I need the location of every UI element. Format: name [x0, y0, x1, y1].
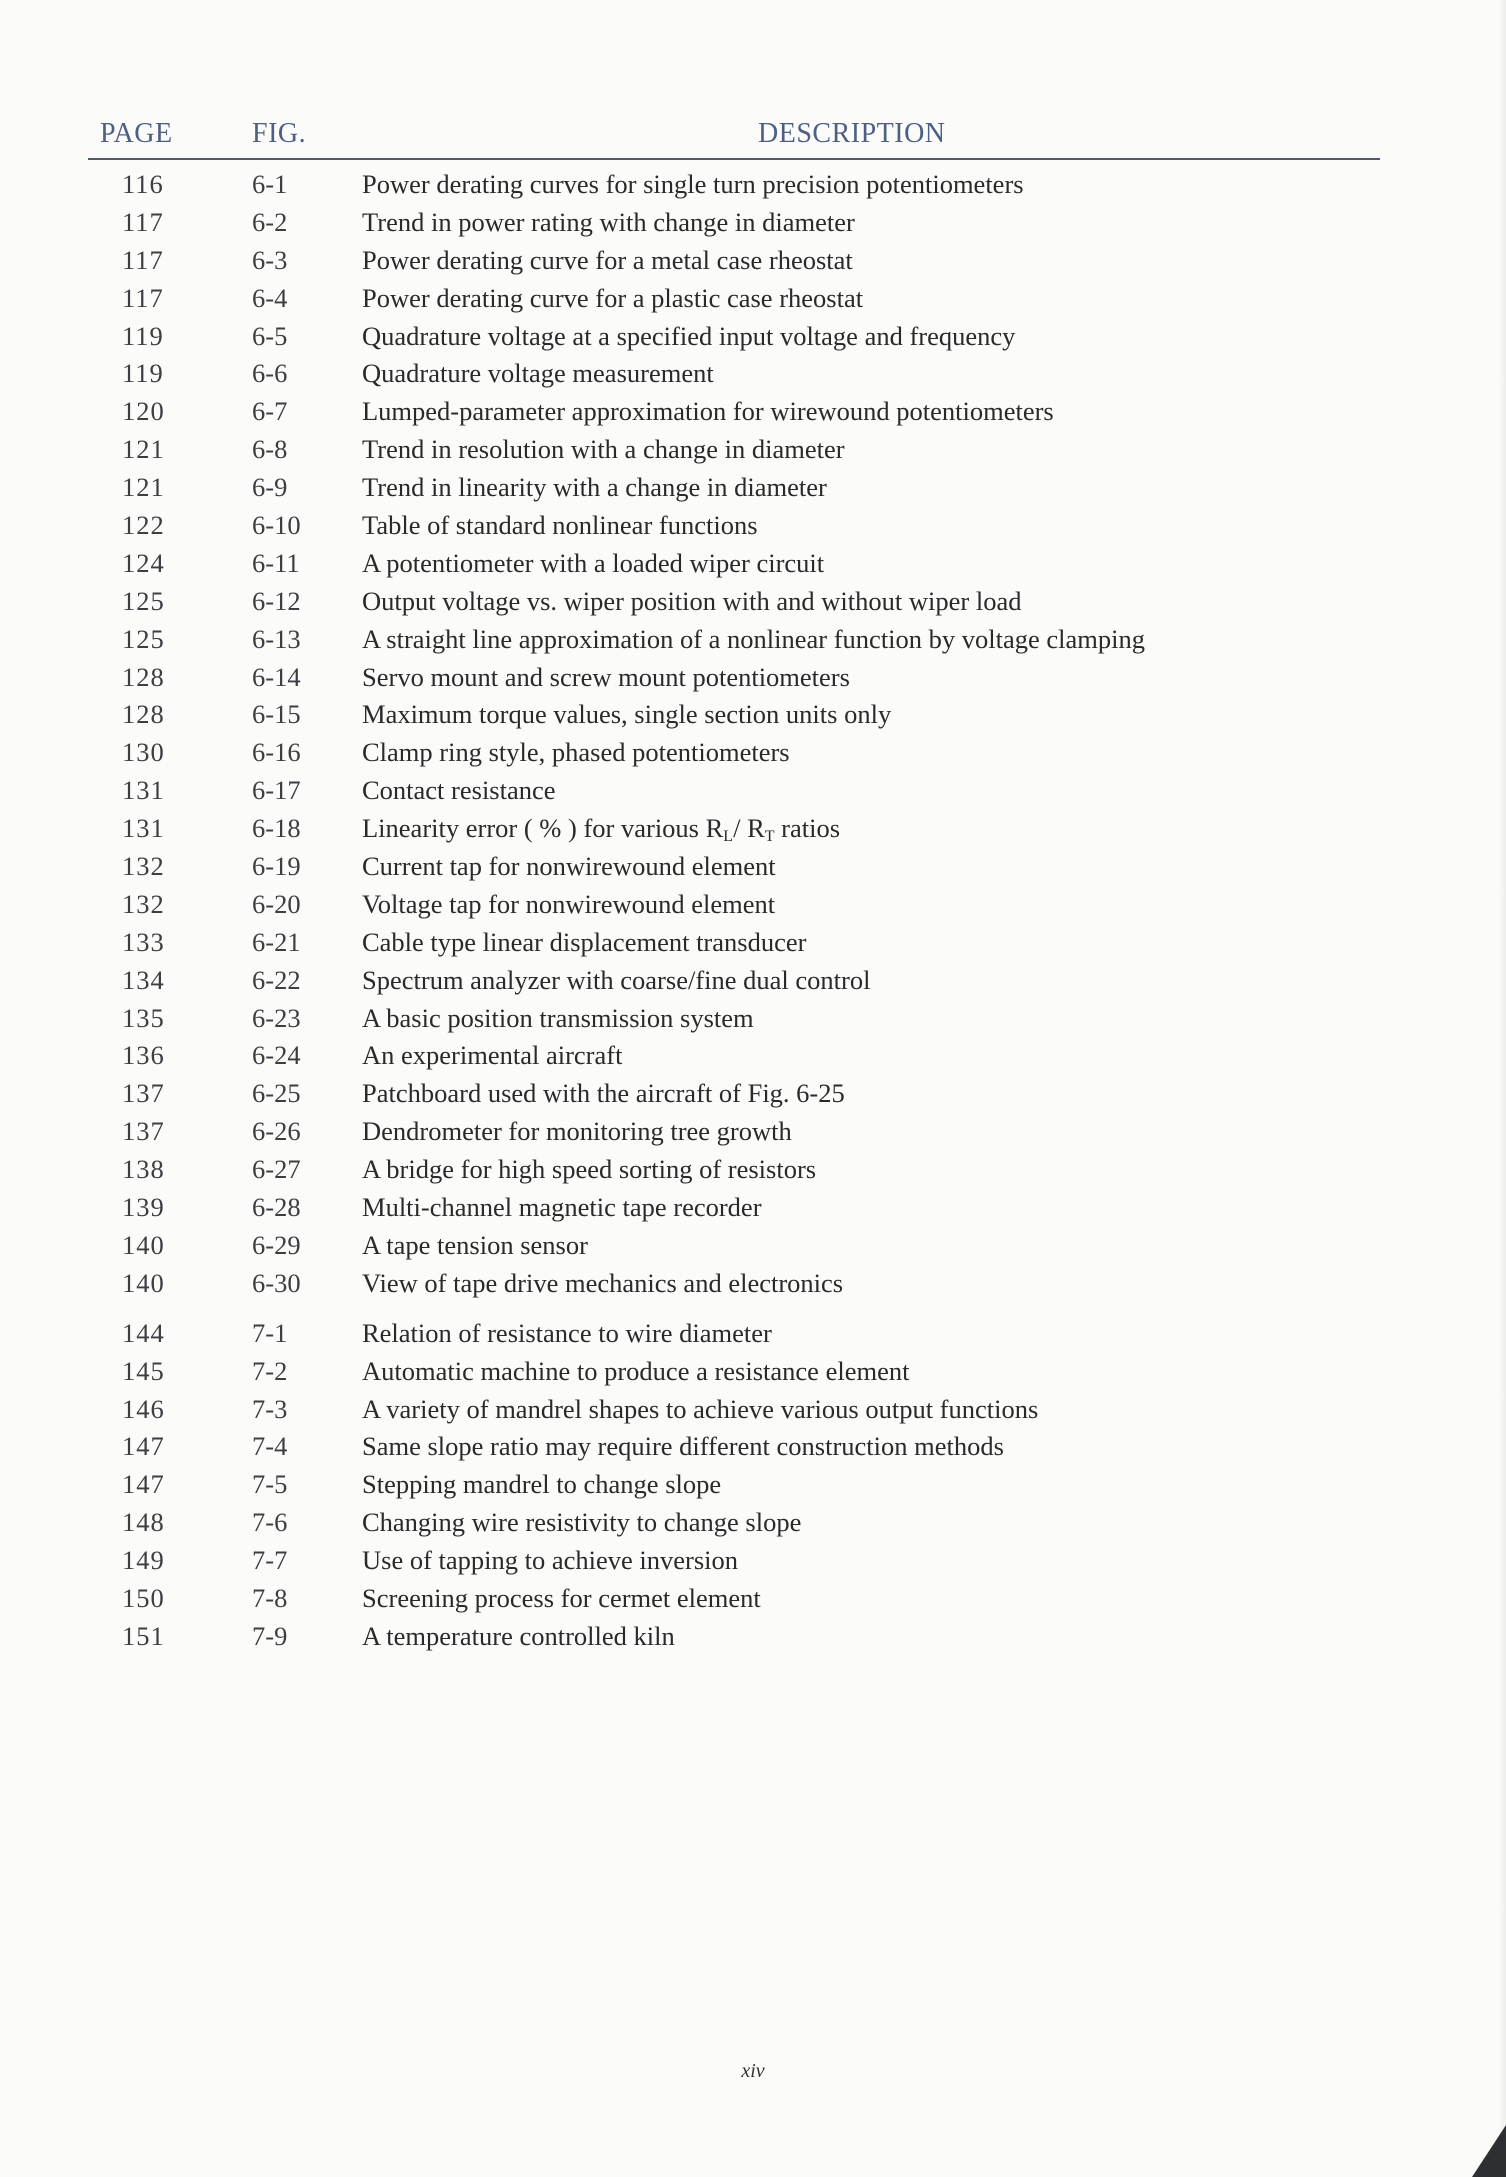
figure-number: 6-7	[252, 396, 288, 427]
figure-number: 6-17	[252, 775, 301, 806]
page-number: 145	[122, 1355, 165, 1386]
figure-number: 6-4	[252, 282, 288, 313]
figure-number: 7-8	[252, 1582, 288, 1613]
figure-number: 6-14	[252, 661, 301, 692]
table-row	[0, 583, 1506, 621]
figure-number: 6-10	[252, 510, 301, 541]
table-row	[0, 659, 1506, 697]
page-corner-mark	[1472, 2125, 1506, 2177]
table-row	[0, 1189, 1506, 1227]
page-number: 117	[122, 244, 164, 275]
page-number: 135	[122, 1002, 165, 1033]
table-row	[0, 1037, 1506, 1075]
page-number: 136	[122, 1040, 165, 1071]
figure-description: Power derating curve for a plastic case rheostat	[362, 282, 864, 313]
figure-description: Output voltage vs. wiper position with and without wiper load	[362, 585, 1022, 616]
table-row	[0, 1113, 1506, 1151]
table-row	[0, 924, 1506, 962]
figure-description: Power derating curves for single turn precision potentiometers	[362, 169, 1024, 199]
figure-number: 6-3	[252, 244, 288, 275]
table-row	[0, 431, 1506, 469]
page-number: 147	[122, 1469, 165, 1500]
figure-description: An experimental aircraft	[362, 1040, 623, 1071]
page-number: 130	[122, 737, 165, 768]
figure-description: A tape tension sensor	[362, 1229, 588, 1260]
table-row	[0, 1265, 1506, 1303]
table-row	[0, 507, 1506, 545]
figure-number: 6-16	[252, 737, 301, 768]
table-row	[0, 280, 1506, 318]
figure-description: Screening process for cermet element	[362, 1582, 761, 1613]
figure-number: 6-5	[252, 320, 288, 351]
page-number: 146	[122, 1393, 165, 1424]
figure-number: 6-24	[252, 1040, 301, 1071]
page-number: 140	[122, 1229, 165, 1260]
page-number: 151	[122, 1620, 165, 1651]
figure-description: Patchboard used with the aircraft of Fig. 6-25	[362, 1078, 845, 1109]
table-row	[0, 886, 1506, 924]
page-number: 122	[122, 510, 165, 541]
table-row	[0, 696, 1506, 734]
figure-description: Trend in linearity with a change in diameter	[362, 472, 827, 503]
figure-number: 6-26	[252, 1116, 301, 1147]
header-fig: FIG.	[252, 118, 307, 149]
figure-list-table	[0, 166, 1506, 1656]
figure-number: 6-27	[252, 1154, 301, 1185]
table-row	[0, 810, 1506, 848]
figure-description: A temperature controlled kiln	[362, 1620, 675, 1651]
figure-number: 6-18	[252, 813, 301, 844]
figure-description: Contact resistance	[362, 775, 556, 806]
page-number: 117	[122, 282, 164, 313]
figure-number: 6-25	[252, 1078, 301, 1109]
figure-number: 6-13	[252, 623, 301, 654]
subscript-l: L	[723, 828, 734, 846]
table-row	[0, 1428, 1506, 1466]
figure-description: A potentiometer with a loaded wiper circuit	[362, 547, 825, 578]
figure-description: Spectrum analyzer with coarse/fine dual control	[362, 964, 871, 995]
page-number: 124	[122, 547, 165, 578]
page-number: 148	[122, 1507, 165, 1538]
figure-description: Maximum torque values, single section units only	[362, 699, 892, 730]
page-number: 119	[122, 320, 164, 351]
table-row	[0, 204, 1506, 242]
page-number: 132	[122, 851, 165, 882]
figure-description: Multi-channel magnetic tape recorder	[362, 1192, 762, 1223]
table-row	[0, 1151, 1506, 1189]
page-number: 120	[122, 396, 165, 427]
figure-number: 7-3	[252, 1393, 288, 1424]
figure-description: Clamp ring style, phased potentiometers	[362, 737, 790, 768]
page-number: 150	[122, 1582, 165, 1613]
figure-number: 6-20	[252, 888, 301, 919]
figure-number: 6-1	[252, 169, 288, 199]
table-row	[0, 962, 1506, 1000]
subscript-t: T	[764, 828, 775, 846]
page-number: 149	[122, 1545, 165, 1576]
figure-description: Table of standard nonlinear functions	[362, 510, 758, 541]
page-number: 139	[122, 1192, 165, 1223]
figure-description: View of tape drive mechanics and electronics	[362, 1267, 844, 1298]
figure-number: 7-2	[252, 1355, 288, 1386]
page-edge-shadow	[1498, 0, 1506, 2177]
header-description: DESCRIPTION	[758, 118, 946, 149]
page-number: 128	[122, 699, 165, 730]
table-row	[0, 318, 1506, 356]
page-number: 121	[122, 434, 165, 465]
page-number: 134	[122, 964, 165, 995]
table-row	[0, 848, 1506, 886]
figure-description: Servo mount and screw mount potentiometers	[362, 661, 850, 692]
description-text: ratios	[774, 813, 841, 844]
figure-description: Cable type linear displacement transducer	[362, 926, 807, 957]
figure-number: 6-15	[252, 699, 301, 730]
figure-number: 6-30	[252, 1267, 301, 1298]
table-row	[0, 545, 1506, 583]
figure-description: Automatic machine to produce a resistance element	[362, 1355, 910, 1386]
figure-description: Stepping mandrel to change slope	[362, 1469, 722, 1500]
figure-number: 6-12	[252, 585, 301, 616]
figure-number: 7-5	[252, 1469, 288, 1500]
table-row	[0, 1353, 1506, 1391]
figure-description: Trend in power rating with change in diameter	[362, 206, 855, 237]
page-number: 131	[122, 775, 165, 806]
figure-description: A variety of mandrel shapes to achieve various output functions	[362, 1393, 1039, 1424]
table-row	[0, 393, 1506, 431]
page-number: 119	[122, 358, 164, 389]
table-row	[0, 166, 1506, 204]
table-row	[0, 1504, 1506, 1542]
table-row	[0, 1466, 1506, 1504]
figure-number: 6-22	[252, 964, 301, 995]
figure-description: Quadrature voltage measurement	[362, 358, 714, 389]
figure-number: 6-19	[252, 851, 301, 882]
table-row	[0, 1580, 1506, 1618]
table-row	[0, 1227, 1506, 1265]
figure-number: 7-9	[252, 1620, 288, 1651]
figure-description: Current tap for nonwirewound element	[362, 851, 776, 882]
figure-description: Lumped-parameter approximation for wirewound potentiometers	[362, 396, 1054, 427]
figure-description: Power derating curve for a metal case rheostat	[362, 244, 853, 275]
figure-description: A straight line approximation of a nonlinear function by voltage clamping	[362, 623, 1146, 654]
figure-description: Quadrature voltage at a specified input voltage and frequency	[362, 320, 1016, 351]
table-row	[0, 1315, 1506, 1353]
page-folio: xiv	[741, 2060, 765, 2082]
figure-description: Trend in resolution with a change in diameter	[362, 434, 845, 465]
figure-number: 6-29	[252, 1229, 301, 1260]
figure-number: 6-21	[252, 926, 301, 957]
figure-number: 6-9	[252, 472, 288, 503]
page-number: 121	[122, 472, 165, 503]
header-divider	[88, 158, 1380, 160]
page-number: 137	[122, 1116, 165, 1147]
figure-number: 6-28	[252, 1192, 301, 1223]
table-row	[0, 1542, 1506, 1580]
page-number: 125	[122, 585, 165, 616]
page-number: 128	[122, 661, 165, 692]
table-row	[0, 1618, 1506, 1656]
figure-description: Same slope ratio may require different construction methods	[362, 1431, 1004, 1462]
table-row	[0, 469, 1506, 507]
figure-number: 6-2	[252, 206, 288, 237]
table-row	[0, 772, 1506, 810]
figure-number: 6-11	[252, 547, 300, 578]
page-number: 117	[122, 206, 164, 237]
table-row	[0, 1391, 1506, 1429]
page-number: 147	[122, 1431, 165, 1462]
figure-number: 6-8	[252, 434, 288, 465]
description-text: Linearity error ( % ) for various R	[362, 813, 724, 844]
page-number: 116	[122, 169, 164, 199]
figure-number: 6-23	[252, 1002, 301, 1033]
figure-description: Changing wire resistivity to change slope	[362, 1507, 802, 1538]
header-page: PAGE	[100, 118, 173, 149]
figure-description: A bridge for high speed sorting of resistors	[362, 1154, 817, 1185]
figure-description: Relation of resistance to wire diameter	[362, 1317, 772, 1348]
figure-description: Use of tapping to achieve inversion	[362, 1545, 739, 1576]
figure-number: 6-6	[252, 358, 288, 389]
page-number: 144	[122, 1317, 165, 1348]
table-row	[0, 1000, 1506, 1038]
table-row	[0, 1075, 1506, 1113]
page-number: 137	[122, 1078, 165, 1109]
page-number: 133	[122, 926, 165, 957]
page-number: 138	[122, 1154, 165, 1185]
table-header	[0, 112, 1506, 152]
figure-number: 7-6	[252, 1507, 288, 1538]
page-number: 131	[122, 813, 165, 844]
figure-description: A basic position transmission system	[362, 1002, 754, 1033]
description-text: / R	[733, 813, 765, 844]
table-row	[0, 734, 1506, 772]
page-number: 132	[122, 888, 165, 919]
figure-description: Voltage tap for nonwirewound element	[362, 888, 776, 919]
figure-number: 7-4	[252, 1431, 288, 1462]
figure-number: 7-7	[252, 1545, 288, 1576]
page-number: 125	[122, 623, 165, 654]
figure-number: 7-1	[252, 1317, 288, 1348]
table-row	[0, 355, 1506, 393]
page-number: 140	[122, 1267, 165, 1298]
table-row	[0, 242, 1506, 280]
figure-description: Dendrometer for monitoring tree growth	[362, 1116, 792, 1147]
table-row	[0, 621, 1506, 659]
